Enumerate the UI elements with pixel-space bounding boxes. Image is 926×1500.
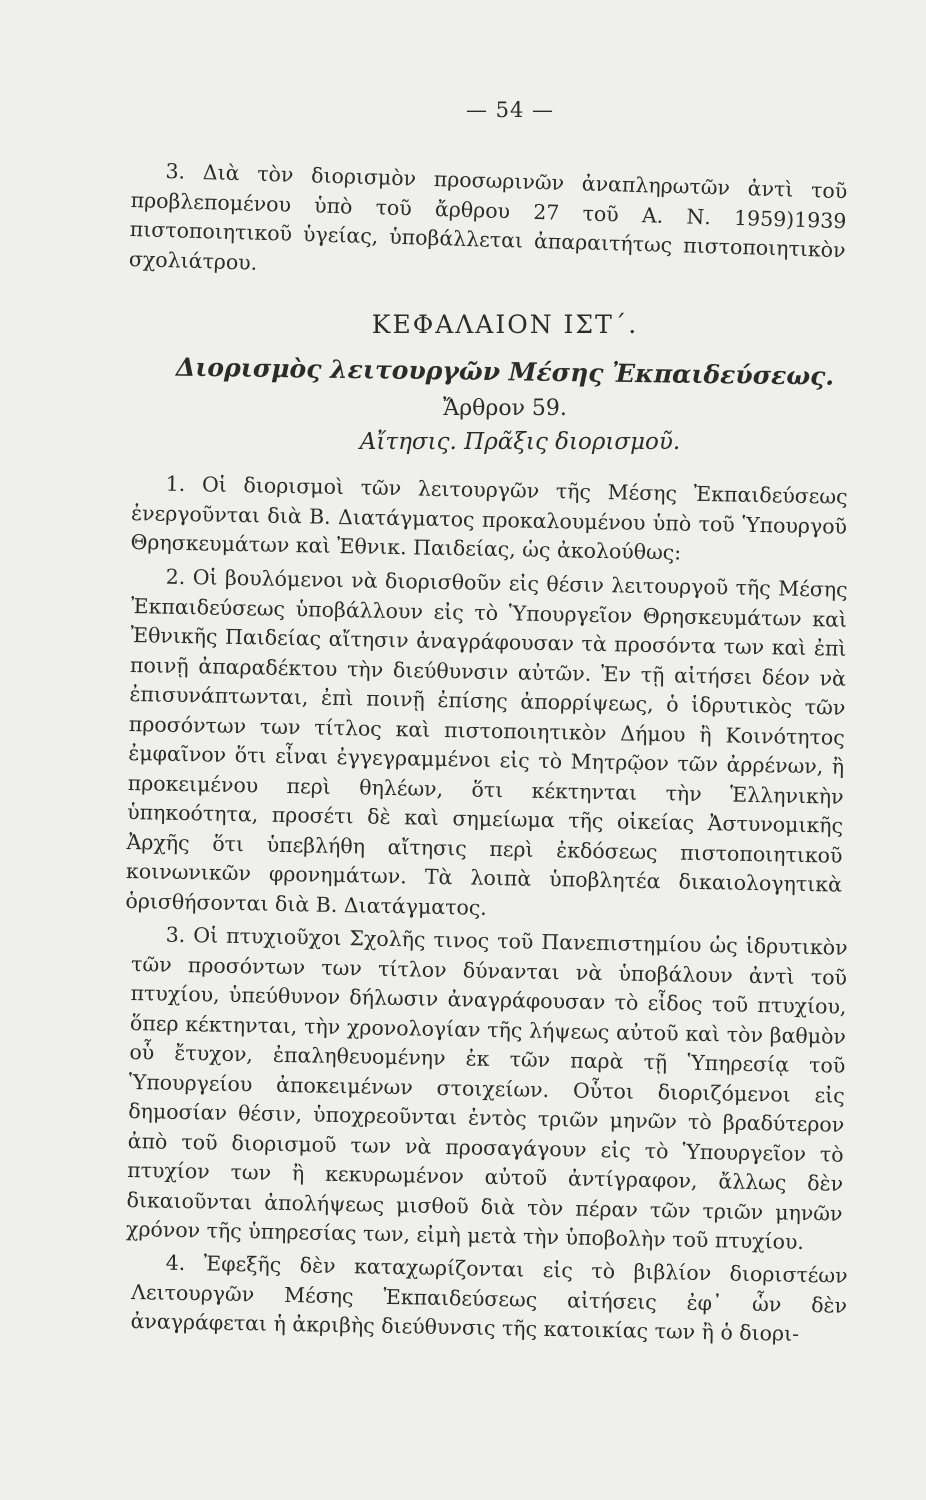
- chapter-title: ΚΕΦΑΛΑΙΟΝ ΙΣΤ΄.: [371, 310, 639, 339]
- article-heading: Ἄρθρον 59.: [443, 396, 567, 421]
- paragraph-1: 1. Οἱ διορισμοὶ τῶν λειτουργῶν τῆς Μέσης Ἐκπαιδεύσεως ἐνεργοῦνται διὰ Β. Διατάγματος προκαλουμένου ὑπὸ τοῦ Ὑπουργοῦ Θρησκευμάτων καὶ Ἐθνικ. Παιδείας, ὡς ἀκολούθως:: [130, 471, 848, 565]
- intro-paragraph: 3. Διὰ τὸν διορισμὸν προσωρινῶν ἀναπληρωτῶν ἀντὶ τοῦ προβλεπομένου ὑπὸ τοῦ ἄρθρου 27 τοῦ Α. Ν. 1959)1939 πιστοποιητικοῦ ὑγείας, ὑποβάλλεται ἀπαραιτήτως πιστοποιητικὸν σχολιάτρου.: [128, 159, 848, 275]
- page-number: — 54 —: [465, 98, 555, 122]
- section-title: Αἴτησις. Πρᾶξις διορισμοῦ.: [359, 429, 681, 455]
- paragraph-4: 4. Ἐφεξῆς δὲν καταχωρίζονται εἰς τὸ βιβλίον διοριστέων Λειτουργῶν Μέσης Ἐκπαιδεύσεως αἰτήσεις ἐφ᾽ ὧν δὲν ἀναγράφεται ἡ ἀκριβὴς διεύθυνσις τῆς κατοικίας των ἢ ὁ διορι-: [130, 1250, 848, 1346]
- paragraph-2: 2. Οἱ βουλόμενοι νὰ διορισθοῦν εἰς θέσιν λειτουργοῦ τῆς Μέσης Ἐκπαιδεύσεως ὑποβάλλουν εἰς τὸ Ὑπουργεῖον Θρησκευμάτων καὶ Ἐθνικῆς Παιδείας αἴτησιν ἀναγράφουσαν τὰ προσόντα των καὶ ἐπὶ ποινῇ ἀπαραδέκτου τὴν διεύθυνσιν αὐτῶν. Ἐν τῇ αἰτήσει δέον νὰ ἐπισυνάπτωνται, ἐπὶ ποινῇ ἐπίσης ἀπορρίψεως, ὁ ἱδρυτικὸς τῶν προσόντων των τίτλος καὶ πιστοποιητικὸν Δήμου ἢ Κοινότητος ἐμφαῖνον ὅτι εἶναι ἐγγεγραμμένοι εἰς τὸ Μητρῷον τῶν ἀρρένων, ἢ προκειμένου περὶ θηλέων, ὅτι κέκτηνται τὴν Ἑλληνικὴν ὑπηκοότητα, προσέτι δὲ καὶ σημείωμα τῆς οἰκείας Ἀστυνομικῆς Ἀρχῆς ὅτι ὑπεβλήθη αἴτησις περὶ ἐκδόσεως πιστοποιητικοῦ κοινωνικῶν φρονημάτων. Τὰ λοιπὰ ὑποβλητέα δικαιολογητικὰ ὁρισθήσονται διὰ Β. Διατάγματος.: [125, 564, 848, 919]
- paragraph-3: 3. Οἱ πτυχιοῦχοι Σχολῆς τινος τοῦ Πανεπιστημίου ὡς ἱδρυτικὸν τῶν προσόντων των τίτλον δύνανται νὰ ὑποβάλουν ἀντὶ τοῦ πτυχίου, ὑπεύθυνον δήλωσιν ἀναγράφουσαν τὸ εἶδος τοῦ πτυχίου, ὅπερ κέκτηνται, τὴν χρονολογίαν τῆς λήψεως αὐτοῦ καὶ τὸν βαθμὸν οὗ ἔτυχον, ἐπαληθευομένην ἐκ τῶν παρὰ τῇ Ὑπηρεσίᾳ τοῦ Ὑπουργείου ἀποκειμένων στοιχείων. Οὗτοι διοριζόμενοι εἰς δημοσίαν θέσιν, ὑποχρεοῦνται ἐντὸς τριῶν μηνῶν τὸ βραδύτερον ἀπὸ τοῦ διορισμοῦ των νὰ προσαγάγουν εἰς τὸ Ὑπουργεῖον τὸ πτυχίον των ἢ κεκυρωμένον αὐτοῦ ἀντίγραφον, ἄλλως δὲν δικαιοῦνται ἀπολήψεως μισθοῦ διὰ τὸν πέραν τῶν τριῶν μηνῶν χρόνον τῆς ὑπηρεσίας των, εἰμὴ μετὰ τὴν ὑποβολὴν τοῦ πτυχίου.: [125, 922, 848, 1254]
- chapter-subtitle: Διορισμὸς λειτουργῶν Μέσης Ἐκπαιδεύσεως.: [175, 352, 835, 391]
